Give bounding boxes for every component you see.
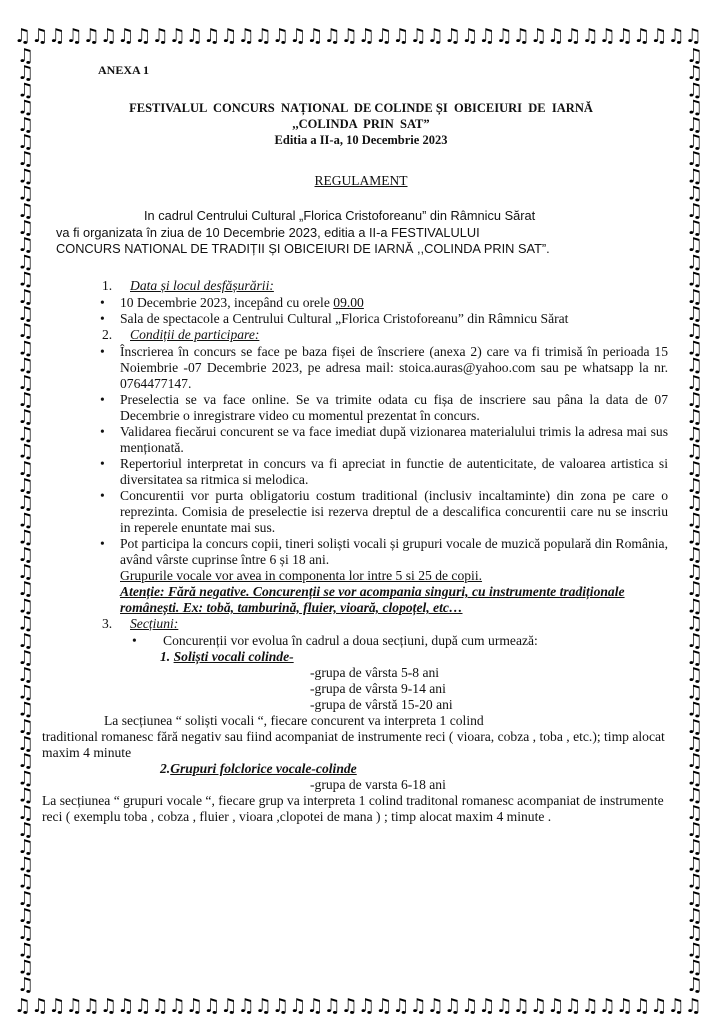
music-note-icon: ♫ (547, 995, 565, 1017)
music-note-icon: ♫ (17, 371, 35, 394)
music-note-icon: ♫ (14, 995, 32, 1017)
music-note-icon: ♫ (598, 995, 616, 1017)
bullet-icon: • (100, 424, 105, 439)
music-note-icon: ♫ (598, 25, 616, 47)
festival-title (42, 100, 680, 148)
music-note-icon: ♫ (495, 25, 513, 47)
music-note-icon: ♫ (17, 681, 35, 704)
age-group: -grupa de vârsta 5-8 ani (310, 665, 440, 680)
music-note-icon: ♫ (686, 285, 704, 308)
music-note-icon: ♫ (17, 526, 35, 549)
category-1-title: 1. Soliști vocali colinde- (160, 649, 294, 664)
music-note-icon: ♫ (686, 457, 704, 480)
music-note-icon: ♫ (530, 995, 548, 1017)
music-note-icon: ♫ (17, 251, 35, 274)
music-note-icon: ♫ (444, 25, 462, 47)
bullet-icon: • (100, 536, 105, 551)
music-note-icon: ♫ (17, 750, 35, 773)
category-2-ages (42, 777, 680, 793)
music-note-icon: ♫ (17, 354, 35, 377)
section-1-title: 1. Data și locul desfășurării: (102, 278, 274, 293)
music-note-icon: ♫ (686, 354, 704, 377)
music-note-icon: ♫ (65, 25, 83, 47)
music-note-icon: ♫ (495, 995, 513, 1017)
age-group: -grupa de varsta 6-18 ani (310, 777, 446, 792)
music-note-icon: ♫ (686, 423, 704, 446)
music-note-icon: ♫ (686, 853, 704, 876)
music-note-icon: ♫ (686, 303, 704, 325)
music-note-icon: ♫ (17, 165, 35, 188)
category-2-description: La secțiunea “ grupuri vocale “, fiecare grup va interpreta 1 colind traditonal romanesc acompaniat de instrumente reci ( exemplu toba , cobza , fluier , vioara ,clopotei de mana ) ; timp alocat maxim 4 minute . (42, 793, 664, 824)
regulation-sections (42, 278, 680, 825)
bullet-icon: • (100, 344, 105, 359)
music-note-icon: ♫ (686, 492, 704, 515)
music-note-icon: ♫ (686, 595, 704, 618)
music-note-icon: ♫ (17, 715, 35, 738)
music-note-icon: ♫ (289, 25, 307, 47)
music-note-icon: ♫ (530, 25, 548, 47)
music-note-icon: ♫ (686, 475, 704, 497)
music-note-icon: ♫ (684, 995, 702, 1017)
list-item: • Sala de spectacole a Centrului Cultural „Florica Cristoforeanu” din Râmnicu Sărat (100, 311, 569, 326)
music-note-icon: ♫ (686, 337, 704, 360)
music-note-icon: ♫ (478, 995, 496, 1017)
category-1-description: La secțiunea “ soliști vocali “, fiecare concurent va interpreta 1 colind traditional romanesc fără negativ sau fiind acompaniat de instrumente reci ( vioara, cobza , toba , etc.); timp alocat maxim 4 minute (42, 713, 665, 760)
list-item: • Repertoriul interpretat in concurs va fi apreciat in functie de autenticitate, de valoarea artistica si diversitatea sa ritmica si melodica. (100, 456, 668, 487)
music-note-icon: ♫ (17, 509, 35, 532)
music-note-icon: ♫ (17, 767, 35, 790)
music-note-icon: ♫ (17, 784, 35, 807)
music-note-icon: ♫ (686, 526, 704, 549)
music-note-icon: ♫ (340, 25, 358, 47)
music-note-icon: ♫ (686, 578, 704, 601)
title-line-1: FESTIVALUL CONCURS NAȚIONAL DE COLINDE ȘI OBICEIURI DE IARNĂ (129, 101, 593, 115)
music-note-icon: ♫ (17, 440, 35, 463)
music-note-icon: ♫ (117, 995, 135, 1017)
music-note-icon: ♫ (48, 995, 66, 1017)
music-note-icon: ♫ (17, 475, 35, 497)
music-note-icon: ♫ (686, 543, 704, 566)
music-note-icon: ♫ (686, 647, 704, 669)
list-item: • Preselectia se va face online. Se va trimite odata cu fișa de inscriere sau pâna la data de 07 Decembrie o inregistrare video cu momentul prezentat în concurs. (100, 392, 668, 423)
music-note-icon: ♫ (616, 995, 634, 1017)
music-note-icon: ♫ (17, 113, 35, 136)
music-note-icon: ♫ (17, 561, 35, 583)
music-note-icon: ♫ (17, 956, 35, 979)
regulation-heading: REGULAMENT (314, 173, 408, 188)
music-note-icon: ♫ (17, 819, 35, 841)
music-note-icon: ♫ (650, 25, 668, 47)
music-note-icon: ♫ (82, 25, 100, 47)
bullet-icon: • (132, 633, 137, 648)
music-note-icon: ♫ (461, 995, 479, 1017)
music-note-icon: ♫ (203, 25, 221, 47)
music-note-icon: ♫ (686, 698, 704, 721)
music-note-icon: ♫ (686, 182, 704, 205)
music-note-icon: ♫ (17, 182, 35, 205)
music-note-icon: ♫ (409, 25, 427, 47)
music-note-icon: ♫ (48, 25, 66, 47)
music-note-icon: ♫ (134, 25, 152, 47)
music-note-icon: ♫ (581, 995, 599, 1017)
music-note-icon: ♫ (17, 199, 35, 222)
music-note-icon: ♫ (17, 733, 35, 755)
music-note-icon: ♫ (686, 819, 704, 841)
music-note-icon: ♫ (686, 939, 704, 962)
music-note-icon: ♫ (323, 25, 341, 47)
music-note-icon: ♫ (686, 801, 704, 824)
music-note-icon: ♫ (17, 887, 35, 910)
bullet-icon: • (100, 295, 105, 310)
music-note-icon: ♫ (17, 96, 35, 119)
music-note-icon: ♫ (17, 79, 35, 102)
music-note-icon: ♫ (686, 389, 704, 411)
music-note-icon: ♫ (17, 578, 35, 601)
group-size-note: Grupurile vocale vor avea in componenta lor intre 5 si 25 de copii. (120, 568, 483, 583)
music-note-icon: ♫ (17, 217, 35, 239)
music-note-icon: ♫ (17, 457, 35, 480)
music-note-icon: ♫ (686, 629, 704, 652)
music-note-icon: ♫ (168, 995, 186, 1017)
music-note-icon: ♫ (564, 25, 582, 47)
title-edition: Editia a II-a, 10 Decembrie 2023 (274, 133, 448, 147)
music-note-icon: ♫ (17, 629, 35, 652)
music-note-icon: ♫ (272, 25, 290, 47)
music-note-icon: ♫ (203, 995, 221, 1017)
bullet-icon: • (100, 456, 105, 471)
section-1-list (42, 295, 680, 327)
music-note-icon: ♫ (358, 25, 376, 47)
music-note-icon: ♫ (100, 25, 118, 47)
section-3-title: 3. Secțiuni: (102, 616, 179, 631)
music-note-icon: ♫ (220, 995, 238, 1017)
category-2-title: 2.Grupuri folclorice vocale-colinde (160, 761, 357, 776)
music-note-icon: ♫ (100, 995, 118, 1017)
music-note-icon: ♫ (117, 25, 135, 47)
music-note-icon: ♫ (254, 995, 272, 1017)
music-note-icon: ♫ (686, 887, 704, 910)
music-note-icon: ♫ (686, 440, 704, 463)
music-note-icon: ♫ (686, 406, 704, 429)
music-note-icon: ♫ (17, 268, 35, 291)
music-note-icon: ♫ (17, 973, 35, 996)
music-note-icon: ♫ (17, 664, 35, 687)
music-note-icon: ♫ (581, 25, 599, 47)
music-note-icon: ♫ (17, 836, 35, 859)
list-item: • Concurentii vor purta obligatoriu costum traditional (inclusiv incaltaminte) din zona pe care o reprezinta. Comisia de preselectie isi rezerva dreptul de a descalifica concurentii care nu se inscriu in reperele enuntate mai sus. (100, 488, 668, 535)
music-note-icon: ♫ (667, 25, 685, 47)
music-note-icon: ♫ (547, 25, 565, 47)
music-note-icon: ♫ (686, 79, 704, 102)
music-note-icon: ♫ (17, 131, 35, 153)
music-note-icon: ♫ (17, 285, 35, 308)
section-3-intro: • Concurenții vor evolua în cadrul a doua secțiuni, după cum urmează: (132, 633, 538, 648)
music-note-icon: ♫ (17, 853, 35, 876)
music-note-icon: ♫ (31, 25, 49, 47)
music-note-icon: ♫ (375, 995, 393, 1017)
music-note-icon: ♫ (17, 492, 35, 515)
music-note-icon: ♫ (323, 995, 341, 1017)
music-note-icon: ♫ (17, 870, 35, 893)
music-note-icon: ♫ (426, 995, 444, 1017)
music-note-icon: ♫ (686, 870, 704, 893)
music-note-icon: ♫ (686, 148, 704, 171)
music-note-icon: ♫ (686, 268, 704, 291)
music-note-icon: ♫ (686, 784, 704, 807)
music-note-icon: ♫ (17, 45, 35, 67)
section-2-title: 2. Condiții de participare: (102, 327, 260, 342)
music-note-icon: ♫ (17, 337, 35, 360)
music-note-icon: ♫ (686, 509, 704, 532)
music-note-icon: ♫ (17, 922, 35, 945)
music-note-icon: ♫ (168, 25, 186, 47)
music-note-icon: ♫ (512, 25, 530, 47)
age-group: -grupa de vârstă 15-20 ani (310, 697, 453, 712)
list-item: • 10 Decembrie 2023, incepând cu orele 09.00 (100, 295, 364, 310)
music-note-icon: ♫ (686, 664, 704, 687)
section-2-list (42, 344, 680, 584)
intro-paragraph: In cadrul Centrului Cultural „Florica Cristoforeanu” din Râmnicu Sărat va fi organizata în ziua de 10 Decembrie 2023, editia a II-a FESTIVALULUI CONCURS NATIONAL DE TRADIȚII ȘI OBICEIURI DE IARNĂ ,,COLINDA PRIN SAT”. (56, 208, 550, 256)
music-note-icon: ♫ (186, 995, 204, 1017)
music-note-icon: ♫ (686, 836, 704, 859)
attention-note: Atenție: Fără negative. Concurenții se vor acompania singuri, cu instrumente tradiționale românești. Ex: tobă, tamburină, fluier, vioară, clopoțel, etc… (120, 584, 625, 615)
music-note-icon: ♫ (17, 647, 35, 669)
music-note-icon: ♫ (686, 973, 704, 996)
music-note-icon: ♫ (17, 543, 35, 566)
music-note-icon: ♫ (17, 303, 35, 325)
music-note-icon: ♫ (686, 612, 704, 635)
music-note-icon: ♫ (686, 767, 704, 790)
music-note-icon: ♫ (426, 25, 444, 47)
category-1-ages (42, 665, 680, 713)
music-note-icon: ♫ (340, 995, 358, 1017)
music-note-icon: ♫ (686, 733, 704, 755)
music-note-icon: ♫ (220, 25, 238, 47)
music-note-icon: ♫ (686, 956, 704, 979)
music-note-icon: ♫ (17, 389, 35, 411)
music-note-icon: ♫ (375, 25, 393, 47)
music-note-icon: ♫ (17, 423, 35, 446)
music-note-icon: ♫ (633, 25, 651, 47)
music-note-icon: ♫ (564, 995, 582, 1017)
bullet-icon: • (100, 392, 105, 407)
music-note-icon: ♫ (686, 905, 704, 927)
music-note-icon: ♫ (151, 995, 169, 1017)
music-note-icon: ♫ (186, 25, 204, 47)
music-note-icon: ♫ (684, 25, 702, 47)
music-note-icon: ♫ (306, 995, 324, 1017)
music-note-icon: ♫ (686, 251, 704, 274)
music-note-icon: ♫ (686, 131, 704, 153)
music-note-icon: ♫ (409, 995, 427, 1017)
music-note-icon: ♫ (17, 62, 35, 85)
music-note-icon: ♫ (686, 681, 704, 704)
music-note-icon: ♫ (17, 905, 35, 927)
list-item: • Pot participa la concurs copii, tineri soliști vocali și grupuri vocale de muzică populară din România, având vârste cuprinse între 6 și 18 ani. Grupurile vocale vor avea in componenta lor intre 5 si 25 de copii. (100, 536, 668, 583)
music-note-icon: ♫ (686, 113, 704, 136)
music-note-icon: ♫ (686, 371, 704, 394)
music-note-icon: ♫ (65, 995, 83, 1017)
bullet-icon: • (100, 311, 105, 326)
music-note-icon: ♫ (31, 995, 49, 1017)
music-note-icon: ♫ (151, 25, 169, 47)
music-note-icon: ♫ (237, 25, 255, 47)
music-note-icon: ♫ (650, 995, 668, 1017)
music-note-icon: ♫ (392, 25, 410, 47)
music-note-icon: ♫ (686, 234, 704, 257)
music-note-icon: ♫ (306, 25, 324, 47)
bullet-icon: • (100, 488, 105, 503)
music-note-icon: ♫ (17, 612, 35, 635)
music-note-icon: ♫ (444, 995, 462, 1017)
music-note-icon: ♫ (272, 995, 290, 1017)
annex-label: ANEXA 1 (98, 63, 150, 77)
music-note-icon: ♫ (358, 995, 376, 1017)
music-note-icon: ♫ (254, 25, 272, 47)
list-item: • Validarea fiecărui concurent se va face imediat după vizionarea materialului trimis la adresa mai sus menționată. (100, 424, 668, 455)
music-note-icon: ♫ (616, 25, 634, 47)
music-note-icon: ♫ (392, 995, 410, 1017)
music-note-icon: ♫ (686, 165, 704, 188)
music-note-icon: ♫ (17, 698, 35, 721)
music-note-icon: ♫ (686, 217, 704, 239)
age-group: -grupa de vârsta 9-14 ani (310, 681, 446, 696)
music-note-icon: ♫ (686, 96, 704, 119)
title-line-2: ,,COLINDA PRIN SAT” (292, 117, 430, 131)
music-note-icon: ♫ (686, 199, 704, 222)
music-note-icon: ♫ (14, 25, 32, 47)
list-item: • Înscrierea în concurs se face pe baza fișei de înscriere (anexa 2) care va fi trimisă în perioada 15 Noiembrie -07 Decembrie 2023, pe adresa mail: stoica.auras@yahoo.com sau pe whatsapp la nr. 0764477147. (100, 344, 668, 391)
music-note-icon: ♫ (461, 25, 479, 47)
music-note-icon: ♫ (289, 995, 307, 1017)
music-note-icon: ♫ (17, 148, 35, 171)
music-note-icon: ♫ (686, 320, 704, 343)
music-note-icon: ♫ (512, 995, 530, 1017)
music-note-icon: ♫ (17, 801, 35, 824)
music-note-icon: ♫ (17, 320, 35, 343)
music-note-icon: ♫ (17, 234, 35, 257)
music-note-icon: ♫ (17, 406, 35, 429)
music-note-icon: ♫ (17, 595, 35, 618)
document-page (42, 52, 680, 982)
music-note-icon: ♫ (17, 939, 35, 962)
music-note-icon: ♫ (82, 995, 100, 1017)
music-note-icon: ♫ (686, 750, 704, 773)
music-note-icon: ♫ (478, 25, 496, 47)
music-note-icon: ♫ (237, 995, 255, 1017)
music-note-icon: ♫ (686, 62, 704, 85)
music-note-icon: ♫ (686, 561, 704, 583)
music-note-icon: ♫ (667, 995, 685, 1017)
music-note-icon: ♫ (686, 45, 704, 67)
music-note-icon: ♫ (633, 995, 651, 1017)
music-note-icon: ♫ (686, 715, 704, 738)
music-note-icon: ♫ (686, 922, 704, 945)
music-note-icon: ♫ (134, 995, 152, 1017)
